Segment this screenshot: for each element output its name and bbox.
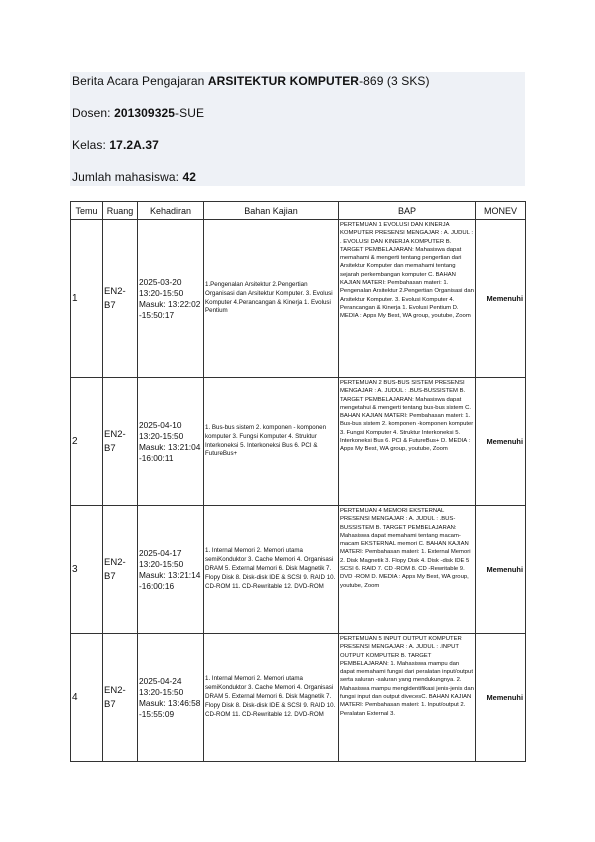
col-header-monev: MONEV <box>476 202 526 220</box>
cell-kehadiran: 2025-04-17 13:20-15:50 Masuk: 13:21:14 -16:00:16 <box>138 506 204 634</box>
cell-kehadiran: 2025-03-20 13:20-15:50 Masuk: 13:22:02 -15:50:17 <box>138 220 204 378</box>
cell-temu: 4 <box>71 634 103 762</box>
col-header-temu: Temu <box>71 202 103 220</box>
course-name: ARSITEKTUR KOMPUTER <box>207 74 360 88</box>
cell-monev: Memenuhi <box>476 378 526 506</box>
cell-monev: Memenuhi <box>476 506 526 634</box>
lecturer-id: 201309325 <box>114 106 176 120</box>
cell-ruang: EN2-B7 <box>103 506 138 634</box>
col-header-bahan-kajian: Bahan Kajian <box>204 202 339 220</box>
cell-bahan-kajian: 1.Pengenalan Arsitektur 2.Pengertian Organisasi dan Arsitektur Komputer. 3. Evolusi Komputer 4.Perancangan & Kinerja 1. Evolusi Pentium <box>204 220 339 378</box>
students-value: 42 <box>182 170 197 184</box>
lecturer-label: Dosen: <box>72 106 115 120</box>
cell-bahan-kajian: 1. Internal Memori 2. Memori utama semiKonduktor 3. Cache Memori 4. Organisasi DRAM 5. External Memori 6. Disk Magnetik 7. Flopy Disk 8. Disk-disk IDE & SCSI 9. RAID 10. CD-ROM 11. CD-Rewritable 12. DVD-ROM <box>204 506 339 634</box>
table-row <box>71 634 526 762</box>
cell-bap: PERTEMUAN 1 EVOLUSI DAN KINERJA KOMPUTER PRESENSI MENGAJAR : A. JUDUL : . EVOLUSI DAN KINERJA KOMPUTER B. TARGET PEMBELAJARAN: Mahasiswa dapat memahami & mengerti tentang pengertian dari Arsitektur Komputer dan memahami tentang sejarah perkembangan komputer C. BAHAN KAJIAN MATERI: Pembahasan materi: 1. Pengenalan Arsitektur 2.Pengertian Organisasi dan Arsitektur Komputer. 3. Evolusi Komputer 4. Perancangan & Kinerja 1. Evolusi Pentium D. MEDIA : Apps My Best, WA group, youtube, Zoom <box>339 220 476 378</box>
cell-monev: Memenuhi <box>476 634 526 762</box>
table-row <box>71 220 526 378</box>
course-title-line <box>72 74 430 88</box>
col-header-ruang: Ruang <box>103 202 138 220</box>
cell-temu: 3 <box>71 506 103 634</box>
lecturer-code: -SUE <box>175 106 205 120</box>
cell-ruang: EN2-B7 <box>103 220 138 378</box>
cell-ruang: EN2-B7 <box>103 378 138 506</box>
cell-monev: Memenuhi <box>476 220 526 378</box>
col-header-bap: BAP <box>339 202 476 220</box>
cell-bahan-kajian: 1. Bus-bus sistem 2. komponen - komponen komputer 3. Fungsi Komputer 4. Struktur Interkoneksi 5. Interkoneksi Bus 6. PCI & FutureBus+ <box>204 378 339 506</box>
col-header-kehadiran: Kehadiran <box>138 202 204 220</box>
cell-bap: PERTEMUAN 4 MEMORI EKSTERNAL PRESENSI MENGAJAR : A. JUDUL : .BUS-BUSSISTEM B. TARGET PEMBELAJARAN: Mahasiswa dapat memahami tentang macam-macam EKSTERNAL memori C. BAHAN KAJIAN MATERI: Pembahasan materi: 1. External Memori 2. Disk Magnetik 3. Flopy Disk 4. Disk -disk IDE 5 SCSI 6. RAID 7. CD -ROM 8. CD -Rewritable 9. DVD -ROM D. MEDIA : Apps My Best, WA group, youtube, Zoom <box>339 506 476 634</box>
cell-bap: PERTEMUAN 2 BUS-BUS SISTEM PRESENSI MENGAJAR : A. JUDUL : .BUS-BUSSISTEM B. TARGET PEMBELAJARAN: Mahasiswa dapat mengetahui & mengerti tentang bus-bus sistem C. BAHAN KAJIAN MATERI: Pembahasan materi: 1. Bus-bus sistem 2. komponen -komponen komputer 3. Fungsi Komputer 4. Struktur Interkoneksi 5. Interkoneksi Bus 6. PCI & FutureBus+ D. MEDIA : Apps My Best, WA group, youtube, Zoom <box>339 378 476 506</box>
cell-temu: 2 <box>71 378 103 506</box>
table-row <box>71 378 526 506</box>
title-prefix: Berita Acara Pengajaran <box>72 74 208 88</box>
class-label: Kelas: <box>72 138 110 152</box>
table-header-row <box>71 202 526 220</box>
cell-ruang: EN2-B7 <box>103 634 138 762</box>
cell-temu: 1 <box>71 220 103 378</box>
lecturer-line <box>72 106 204 120</box>
class-value: 17.2A.37 <box>109 138 159 152</box>
students-line <box>72 170 196 184</box>
class-line <box>72 138 159 152</box>
table-row <box>71 506 526 634</box>
cell-kehadiran: 2025-04-24 13:20-15:50 Masuk: 13:46:58 -15:55:09 <box>138 634 204 762</box>
course-code: -869 (3 SKS) <box>359 74 430 88</box>
attendance-table <box>70 201 526 762</box>
course-header <box>70 72 525 186</box>
students-label: Jumlah mahasiswa: <box>72 170 183 184</box>
cell-kehadiran: 2025-04-10 13:20-15:50 Masuk: 13:21:04 -16:00:11 <box>138 378 204 506</box>
cell-bap: PERTEMUAN 5 INPUT OUTPUT KOMPUTER PRESENSI MENGAJAR : A. JUDUL : .INPUT OUTPUT KOMPUTER B. TARGET PEMBELAJARAN: 1. Mahasiswa mampu dan dapat memahami fungsi dari peralatan input/output serta saluran -saluran yang mendukungnya. 2. Mahasiswa mampu mengidentifikasi jenis-jenis dan fungsi input dan output divecesC. BAHAN KAJIAN MATERI: Pembahasan materi: 1. Input/output 2. Peralatan External 3. <box>339 634 476 762</box>
cell-bahan-kajian: 1. Internal Memori 2. Memori utama semiKonduktor 3. Cache Memori 4. Organisasi DRAM 5. External Memori 6. Disk Magnetik 7. Flopy Disk 8. Disk-disk IDE & SCSI 9. RAID 10. CD-ROM 11. CD-Rewritable 12. DVD-ROM <box>204 634 339 762</box>
